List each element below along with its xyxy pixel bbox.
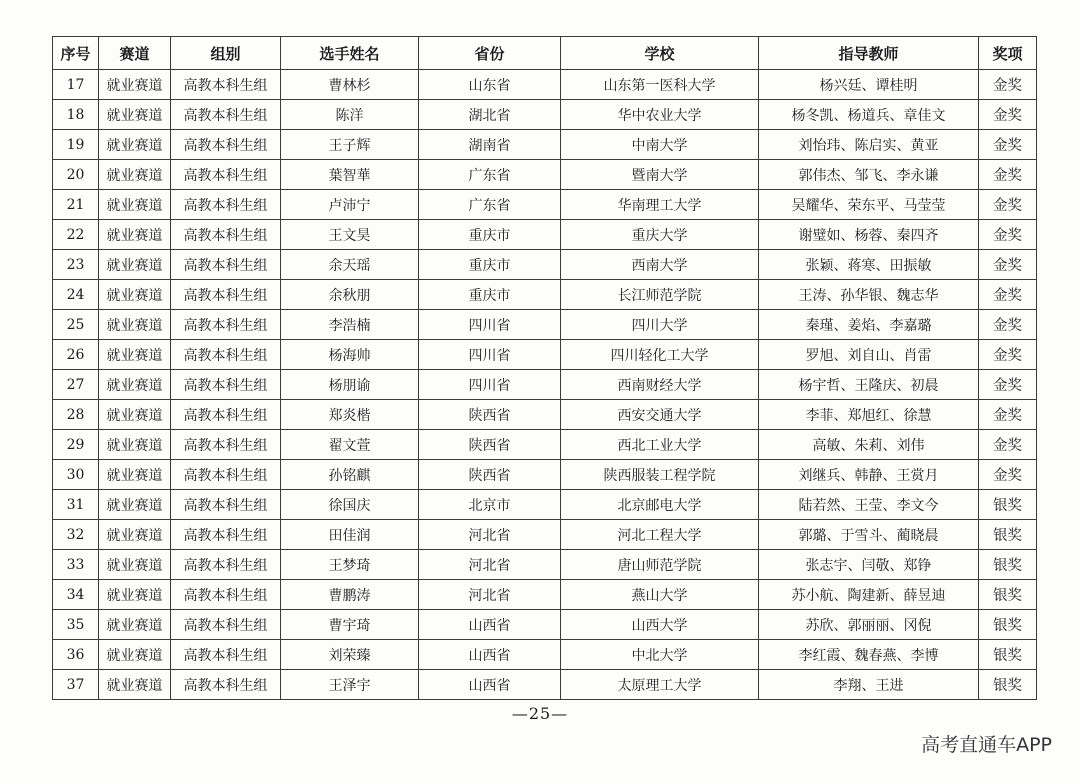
table-row — [53, 430, 1037, 460]
cell-track: 就业赛道 — [99, 100, 171, 130]
header-province: 省份 — [419, 37, 561, 70]
table-row — [53, 550, 1037, 580]
cell-award: 金奖 — [979, 250, 1037, 280]
cell-advisors: 郭伟杰、邹飞、李永谦 — [759, 160, 979, 190]
cell-track: 就业赛道 — [99, 550, 171, 580]
cell-school: 山西大学 — [561, 610, 759, 640]
cell-province: 北京市 — [419, 490, 561, 520]
cell-index: 30 — [53, 460, 99, 490]
table-row — [53, 460, 1037, 490]
cell-contestant: 徐国庆 — [281, 490, 419, 520]
cell-group: 高教本科生组 — [171, 400, 281, 430]
cell-province: 湖北省 — [419, 100, 561, 130]
cell-advisors: 张颖、蒋寒、田振敏 — [759, 250, 979, 280]
cell-group: 高教本科生组 — [171, 460, 281, 490]
cell-track: 就业赛道 — [99, 370, 171, 400]
cell-contestant: 王文昊 — [281, 220, 419, 250]
cell-province: 河北省 — [419, 520, 561, 550]
cell-contestant: 余天瑶 — [281, 250, 419, 280]
cell-school: 唐山师范学院 — [561, 550, 759, 580]
cell-index: 21 — [53, 190, 99, 220]
cell-contestant: 王梦琦 — [281, 550, 419, 580]
cell-contestant: 刘荣臻 — [281, 640, 419, 670]
cell-index: 37 — [53, 670, 99, 700]
cell-school: 燕山大学 — [561, 580, 759, 610]
cell-group: 高教本科生组 — [171, 370, 281, 400]
cell-advisors: 杨冬凯、杨道兵、章佳文 — [759, 100, 979, 130]
header-advisors: 指导教师 — [759, 37, 979, 70]
cell-group: 高教本科生组 — [171, 550, 281, 580]
cell-award: 银奖 — [979, 640, 1037, 670]
cell-index: 32 — [53, 520, 99, 550]
cell-contestant: 李浩楠 — [281, 310, 419, 340]
cell-province: 山东省 — [419, 70, 561, 100]
cell-advisors: 谢璧如、杨蓉、秦四齐 — [759, 220, 979, 250]
cell-index: 19 — [53, 130, 99, 160]
cell-award: 金奖 — [979, 190, 1037, 220]
cell-school: 四川轻化工大学 — [561, 340, 759, 370]
cell-track: 就业赛道 — [99, 460, 171, 490]
cell-group: 高教本科生组 — [171, 160, 281, 190]
table-row — [53, 640, 1037, 670]
cell-group: 高教本科生组 — [171, 250, 281, 280]
header-group: 组别 — [171, 37, 281, 70]
cell-index: 25 — [53, 310, 99, 340]
table-row — [53, 400, 1037, 430]
cell-province: 重庆市 — [419, 250, 561, 280]
cell-award: 银奖 — [979, 580, 1037, 610]
cell-school: 西南大学 — [561, 250, 759, 280]
table-row — [53, 280, 1037, 310]
cell-contestant: 孙铭麒 — [281, 460, 419, 490]
cell-contestant: 杨朋谕 — [281, 370, 419, 400]
cell-school: 西北工业大学 — [561, 430, 759, 460]
cell-index: 27 — [53, 370, 99, 400]
cell-contestant: 杨海帅 — [281, 340, 419, 370]
cell-contestant: 陈洋 — [281, 100, 419, 130]
cell-contestant: 葉智華 — [281, 160, 419, 190]
cell-group: 高教本科生组 — [171, 580, 281, 610]
cell-contestant: 曹林杉 — [281, 70, 419, 100]
cell-group: 高教本科生组 — [171, 490, 281, 520]
cell-award: 银奖 — [979, 490, 1037, 520]
cell-index: 36 — [53, 640, 99, 670]
cell-group: 高教本科生组 — [171, 220, 281, 250]
cell-school: 西南财经大学 — [561, 370, 759, 400]
cell-province: 广东省 — [419, 190, 561, 220]
cell-advisors: 李翔、王进 — [759, 670, 979, 700]
cell-province: 河北省 — [419, 580, 561, 610]
table-row — [53, 130, 1037, 160]
cell-province: 陕西省 — [419, 460, 561, 490]
cell-track: 就业赛道 — [99, 250, 171, 280]
cell-contestant: 曹鹏涛 — [281, 580, 419, 610]
cell-province: 河北省 — [419, 550, 561, 580]
header-index: 序号 — [53, 37, 99, 70]
cell-advisors: 张志宇、闫敬、郑铮 — [759, 550, 979, 580]
cell-track: 就业赛道 — [99, 400, 171, 430]
cell-contestant: 郑炎楷 — [281, 400, 419, 430]
cell-province: 广东省 — [419, 160, 561, 190]
cell-contestant: 翟文萱 — [281, 430, 419, 460]
cell-advisors: 苏小航、陶建新、薛昱迪 — [759, 580, 979, 610]
cell-province: 陕西省 — [419, 430, 561, 460]
table-row — [53, 340, 1037, 370]
table-row — [53, 520, 1037, 550]
cell-province: 四川省 — [419, 310, 561, 340]
cell-award: 银奖 — [979, 550, 1037, 580]
cell-index: 33 — [53, 550, 99, 580]
cell-group: 高教本科生组 — [171, 70, 281, 100]
cell-contestant: 曹宇琦 — [281, 610, 419, 640]
cell-award: 金奖 — [979, 460, 1037, 490]
table-row — [53, 610, 1037, 640]
cell-advisors: 刘怡玮、陈启实、黄亚 — [759, 130, 979, 160]
awards-table — [52, 36, 1037, 700]
cell-advisors: 杨宇哲、王隆庆、初晨 — [759, 370, 979, 400]
cell-index: 26 — [53, 340, 99, 370]
cell-school: 太原理工大学 — [561, 670, 759, 700]
cell-province: 重庆市 — [419, 280, 561, 310]
header-contestant: 选手姓名 — [281, 37, 419, 70]
cell-track: 就业赛道 — [99, 490, 171, 520]
header-award: 奖项 — [979, 37, 1037, 70]
cell-advisors: 杨兴廷、谭桂明 — [759, 70, 979, 100]
cell-advisors: 陆若然、王莹、李文今 — [759, 490, 979, 520]
cell-contestant: 田佳润 — [281, 520, 419, 550]
table-row — [53, 580, 1037, 610]
table-row — [53, 490, 1037, 520]
cell-track: 就业赛道 — [99, 520, 171, 550]
cell-award: 金奖 — [979, 310, 1037, 340]
cell-school: 北京邮电大学 — [561, 490, 759, 520]
cell-track: 就业赛道 — [99, 220, 171, 250]
cell-index: 29 — [53, 430, 99, 460]
cell-advisors: 李菲、郑旭红、徐慧 — [759, 400, 979, 430]
cell-school: 四川大学 — [561, 310, 759, 340]
cell-advisors: 郭璐、于雪斗、蔺晓晨 — [759, 520, 979, 550]
cell-group: 高教本科生组 — [171, 190, 281, 220]
table-row — [53, 160, 1037, 190]
cell-school: 陕西服装工程学院 — [561, 460, 759, 490]
cell-index: 23 — [53, 250, 99, 280]
cell-school: 中北大学 — [561, 640, 759, 670]
cell-award: 金奖 — [979, 280, 1037, 310]
cell-award: 金奖 — [979, 100, 1037, 130]
cell-award: 金奖 — [979, 400, 1037, 430]
cell-track: 就业赛道 — [99, 610, 171, 640]
cell-advisors: 高敏、朱莉、刘伟 — [759, 430, 979, 460]
cell-award: 金奖 — [979, 430, 1037, 460]
cell-province: 重庆市 — [419, 220, 561, 250]
cell-index: 31 — [53, 490, 99, 520]
cell-index: 17 — [53, 70, 99, 100]
cell-track: 就业赛道 — [99, 310, 171, 340]
cell-award: 金奖 — [979, 160, 1037, 190]
cell-track: 就业赛道 — [99, 160, 171, 190]
table-row — [53, 100, 1037, 130]
cell-group: 高教本科生组 — [171, 430, 281, 460]
cell-province: 山西省 — [419, 640, 561, 670]
cell-track: 就业赛道 — [99, 580, 171, 610]
table-row — [53, 190, 1037, 220]
cell-group: 高教本科生组 — [171, 130, 281, 160]
cell-school: 重庆大学 — [561, 220, 759, 250]
cell-school: 长江师范学院 — [561, 280, 759, 310]
cell-school: 暨南大学 — [561, 160, 759, 190]
page-number: —25— — [511, 704, 569, 723]
cell-group: 高教本科生组 — [171, 340, 281, 370]
cell-advisors: 苏欣、郭丽丽、冈倪 — [759, 610, 979, 640]
cell-group: 高教本科生组 — [171, 280, 281, 310]
table-row — [53, 250, 1037, 280]
cell-index: 24 — [53, 280, 99, 310]
cell-group: 高教本科生组 — [171, 670, 281, 700]
cell-index: 18 — [53, 100, 99, 130]
cell-province: 四川省 — [419, 340, 561, 370]
cell-contestant: 余秋朋 — [281, 280, 419, 310]
cell-province: 陕西省 — [419, 400, 561, 430]
cell-track: 就业赛道 — [99, 640, 171, 670]
cell-group: 高教本科生组 — [171, 520, 281, 550]
cell-track: 就业赛道 — [99, 340, 171, 370]
cell-award: 金奖 — [979, 130, 1037, 160]
cell-contestant: 卢沛宁 — [281, 190, 419, 220]
cell-school: 华南理工大学 — [561, 190, 759, 220]
cell-contestant: 王子辉 — [281, 130, 419, 160]
cell-award: 银奖 — [979, 670, 1037, 700]
cell-track: 就业赛道 — [99, 70, 171, 100]
cell-group: 高教本科生组 — [171, 640, 281, 670]
cell-award: 金奖 — [979, 340, 1037, 370]
cell-advisors: 李红霞、魏春燕、李博 — [759, 640, 979, 670]
cell-province: 山西省 — [419, 670, 561, 700]
cell-school: 西安交通大学 — [561, 400, 759, 430]
cell-school: 山东第一医科大学 — [561, 70, 759, 100]
table-row — [53, 310, 1037, 340]
cell-advisors: 刘继兵、韩静、王赏月 — [759, 460, 979, 490]
cell-province: 四川省 — [419, 370, 561, 400]
cell-contestant: 王泽宇 — [281, 670, 419, 700]
cell-award: 金奖 — [979, 220, 1037, 250]
cell-advisors: 吴耀华、荣东平、马莹莹 — [759, 190, 979, 220]
table-header-row — [53, 37, 1037, 70]
cell-school: 河北工程大学 — [561, 520, 759, 550]
cell-index: 20 — [53, 160, 99, 190]
cell-index: 28 — [53, 400, 99, 430]
cell-group: 高教本科生组 — [171, 610, 281, 640]
cell-index: 34 — [53, 580, 99, 610]
cell-award: 金奖 — [979, 70, 1037, 100]
table-row — [53, 220, 1037, 250]
table-row — [53, 70, 1037, 100]
cell-track: 就业赛道 — [99, 280, 171, 310]
cell-award: 银奖 — [979, 610, 1037, 640]
cell-track: 就业赛道 — [99, 190, 171, 220]
cell-index: 35 — [53, 610, 99, 640]
cell-advisors: 秦瑾、姜焰、李嘉璐 — [759, 310, 979, 340]
cell-school: 华中农业大学 — [561, 100, 759, 130]
table-row — [53, 370, 1037, 400]
cell-track: 就业赛道 — [99, 130, 171, 160]
cell-advisors: 王涛、孙华银、魏志华 — [759, 280, 979, 310]
table-row — [53, 670, 1037, 700]
cell-index: 22 — [53, 220, 99, 250]
cell-award: 银奖 — [979, 520, 1037, 550]
cell-school: 中南大学 — [561, 130, 759, 160]
cell-province: 湖南省 — [419, 130, 561, 160]
cell-track: 就业赛道 — [99, 670, 171, 700]
watermark-text: 高考直通车APP — [921, 734, 1052, 756]
cell-province: 山西省 — [419, 610, 561, 640]
cell-group: 高教本科生组 — [171, 100, 281, 130]
cell-award: 金奖 — [979, 370, 1037, 400]
cell-advisors: 罗旭、刘自山、肖雷 — [759, 340, 979, 370]
cell-track: 就业赛道 — [99, 430, 171, 460]
cell-group: 高教本科生组 — [171, 310, 281, 340]
header-school: 学校 — [561, 37, 759, 70]
header-track: 赛道 — [99, 37, 171, 70]
table-body — [53, 70, 1037, 700]
